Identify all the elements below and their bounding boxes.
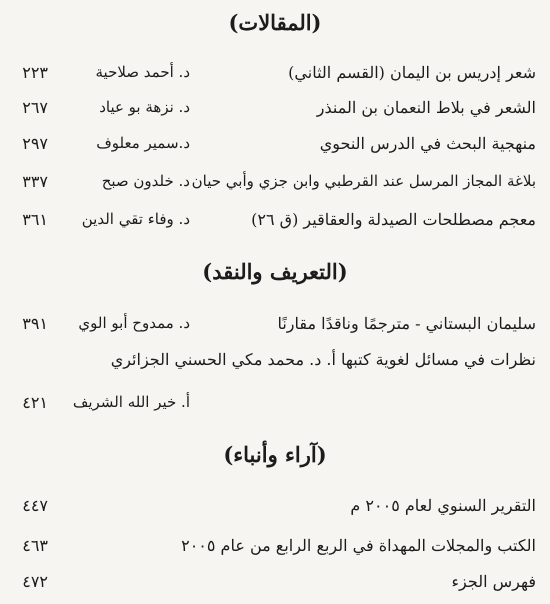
entry-page-number: ٢٦٧	[22, 98, 48, 117]
entry-title: فهرس الجزء	[451, 572, 536, 591]
section-heading-articles: (المقالات)	[228, 10, 322, 35]
entry-author: د. أحمد صلاحية	[95, 63, 190, 81]
entry-author: د. خلدون صبح	[101, 172, 190, 190]
toc-entry	[0, 63, 550, 93]
entry-page-number: ٢٩٧	[22, 134, 48, 153]
entry-title: منهجية البحث في الدرس النحوي	[319, 134, 536, 153]
entry-page-number: ٤٢١	[22, 393, 48, 412]
entry-author: د. ممدوح أبو الوي	[78, 314, 190, 332]
entry-author: د. وفاء تقي الدين	[81, 210, 190, 228]
toc-entry	[0, 572, 550, 602]
section-heading-reviews: (التعريف والنقد)	[202, 259, 348, 284]
entry-title: التقرير السنوي لعام ٢٠٠٥ م	[350, 496, 536, 515]
toc-entry	[0, 172, 550, 202]
entry-title: معجم مصطلحات الصيدلة والعقاقير (ق ٢٦)	[251, 210, 536, 229]
entry-page-number: ٤٧٢	[22, 572, 48, 591]
entry-title: الكتب والمجلات المهداة في الربع الرابع من عام ٢٠٠٥	[181, 536, 536, 555]
entry-page-number: ٣٣٧	[22, 172, 48, 191]
entry-author: د.سمير معلوف	[96, 134, 190, 152]
toc-entry	[0, 536, 550, 566]
entry-title: الشعر في بلاط النعمان بن المنذر	[316, 98, 536, 117]
entry-page-number: ٢٢٣	[22, 63, 48, 82]
entry-page-number: ٣٦١	[22, 210, 48, 229]
section-heading-opinions-news: (آراء وأنباء)	[223, 442, 327, 467]
entry-title: بلاغة المجاز المرسل عند القرطبي وابن جزي وأبي حيان	[191, 172, 536, 190]
entry-author: أ. خير الله الشريف	[72, 393, 190, 411]
toc-entry	[0, 393, 550, 423]
entry-author: د. نزهة بو عياد	[99, 98, 190, 116]
toc-entry	[0, 314, 550, 344]
entry-title: نظرات في مسائل لغوية كتبها أ. د. محمد مكي الحسني الجزائري	[110, 350, 536, 369]
toc-entry	[0, 134, 550, 164]
entry-page-number: ٣٩١	[22, 314, 48, 333]
entry-page-number: ٤٦٣	[22, 536, 48, 555]
toc-entry	[0, 210, 550, 240]
entry-title: سليمان البستاني - مترجمًا وناقدًا مقارنًا	[277, 314, 536, 333]
entry-page-number: ٤٤٧	[22, 496, 48, 515]
toc-entry	[0, 496, 550, 526]
entry-title: شعر إدريس بن اليمان (القسم الثاني)	[288, 63, 536, 82]
toc-entry	[0, 350, 550, 380]
toc-entry	[0, 98, 550, 128]
